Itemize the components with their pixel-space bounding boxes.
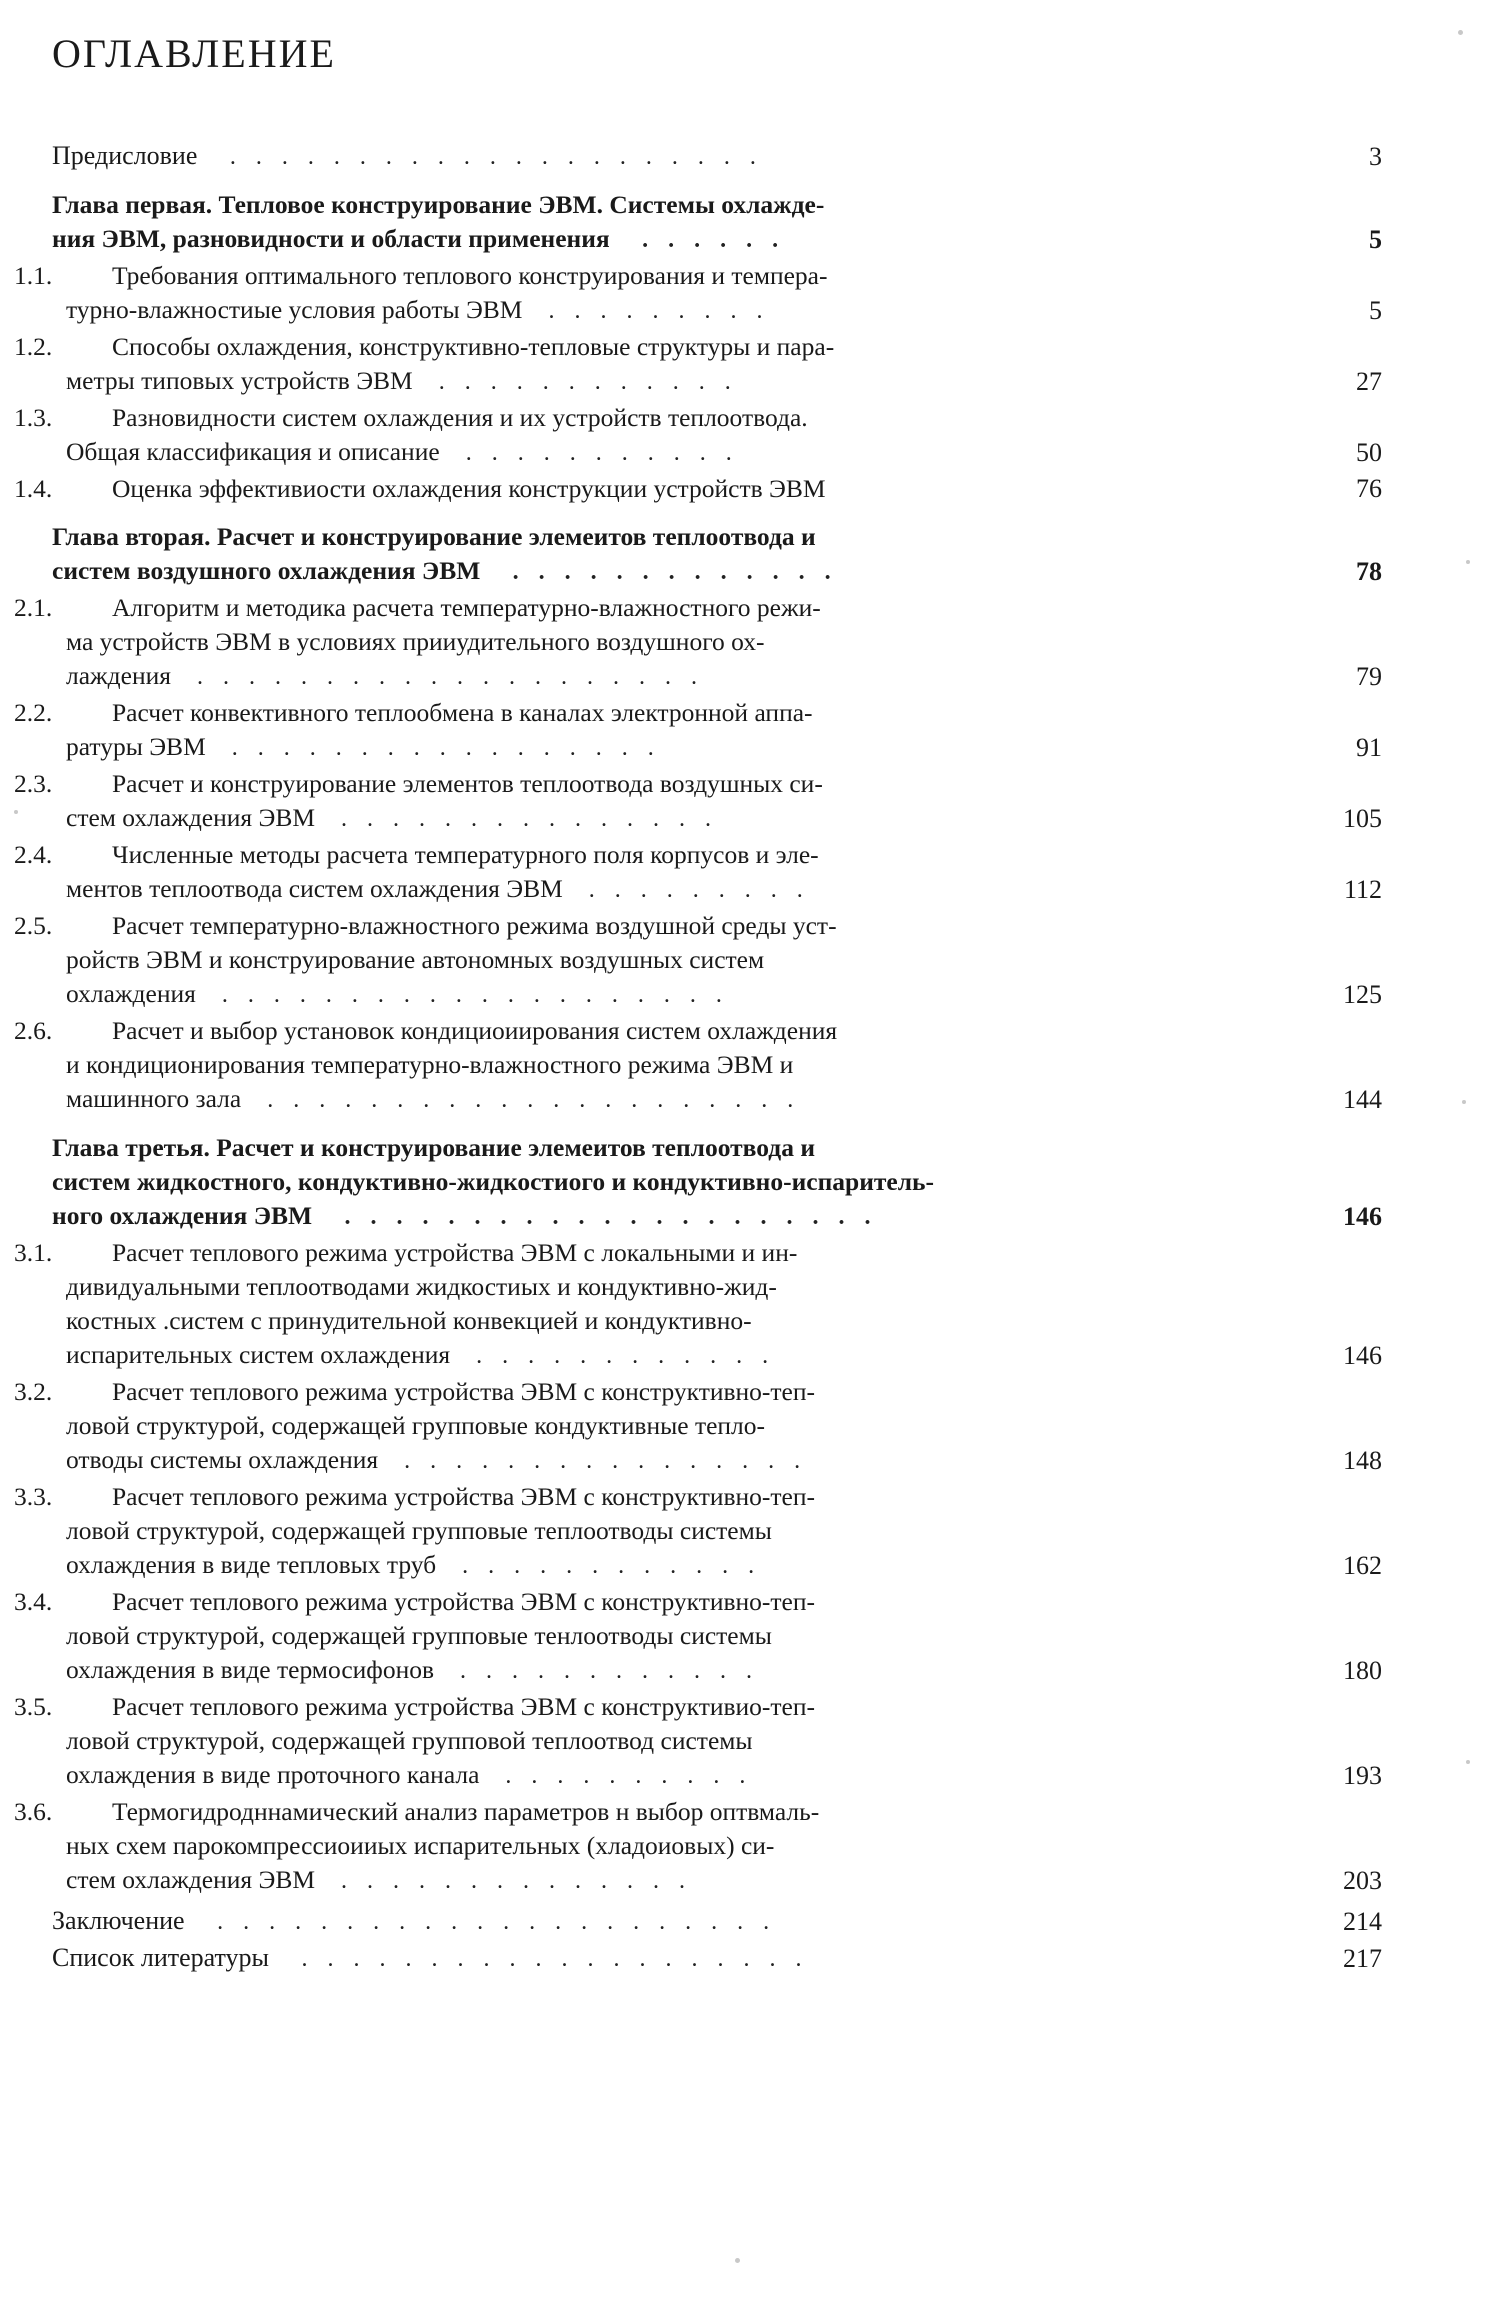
toc-entry-line-wrap (66, 1338, 1310, 1373)
toc-chapter-2[interactable] (52, 520, 1382, 589)
toc-entry-label (14, 1014, 1310, 1117)
leader-dots: . . . . . . . . . . . . . . . . (378, 1448, 808, 1474)
toc-entry-2-2[interactable] (14, 696, 1382, 765)
toc-entry-line: ных схем парокомпрессиоииых испарительных (хладоиовых) си- (66, 1831, 775, 1860)
toc-entry-line: ментов теплоотвода систем охлаждения ЭВМ (66, 874, 563, 903)
toc-entry-line-wrap (66, 1758, 1310, 1793)
toc-entry-line-wrap (66, 1724, 1310, 1758)
toc-entry-line: Разновидности систем охлаждения и их устройств теплоотвода. (112, 403, 808, 432)
toc-entry-line: костных .систем с принудительной конвекцией и кондуктивно- (66, 1306, 752, 1335)
toc-entry-number: 1.4. (14, 474, 53, 503)
scan-speck (1466, 1760, 1470, 1764)
toc-entry-line: ловой структурой, содержащей групповые тенлоотводы системы (66, 1621, 772, 1650)
leader-dots: . . . . . . . . . . . . (436, 1553, 762, 1579)
toc-entry-line: Требования оптимального теплового конструирования и темпера- (112, 261, 828, 290)
toc-entry-line-wrap (66, 1409, 1310, 1443)
toc-entry-page: 105 (1343, 804, 1382, 833)
toc-entry-page: 50 (1356, 438, 1382, 467)
toc-entry-1-1[interactable] (14, 259, 1382, 328)
toc-entry-line: дивидуальными теплоотводами жидкостиых и кондуктивно-жид- (66, 1272, 777, 1301)
toc-entry-label (14, 909, 1310, 1012)
scan-speck (1466, 560, 1470, 564)
toc-entry-line-wrap (66, 435, 1310, 470)
toc-entry-number: 3.2. (14, 1377, 53, 1406)
toc-content (14, 30, 1452, 1978)
toc-chapter-label (52, 1131, 1310, 1234)
chapter-heading-line: систем жидкостного, кондуктивно-жидкостиого и кондуктивно-испаритель- (52, 1167, 935, 1196)
toc-entry-2-3[interactable] (14, 767, 1382, 836)
toc-entry-line: Алгоритм и методика расчета температурно-влажностного режи- (112, 593, 821, 622)
toc-entry-number: 1.1. (14, 261, 53, 290)
toc-entry-label (14, 1375, 1310, 1478)
leader-dots: . . . . . . . . . . . . (412, 369, 738, 395)
toc-entry-2-5[interactable] (14, 909, 1382, 1012)
toc-entry-line: Расчет теплового режима устройства ЭВМ с конструктивно-теп- (112, 1377, 816, 1406)
toc-entry-line: и кондиционирования температурно-влажностного режима ЭВМ и (66, 1050, 794, 1079)
toc-entry-page: 146 (1343, 1341, 1382, 1370)
toc-entry-line-wrap (66, 364, 1310, 399)
toc-entry-number: 2.2. (14, 698, 53, 727)
leader-dots: . . . . . . . . . . . . (450, 1343, 776, 1369)
toc-entry-line: турно-влажностиые условия работы ЭВМ (66, 295, 523, 324)
toc-entry-line: охлаждения в виде проточного канала (66, 1760, 480, 1789)
toc-entry-label (14, 696, 1310, 765)
toc-entry-line: машинного зала (66, 1084, 242, 1113)
chapter-heading-line: ния ЭВМ, разновидности и области применения (52, 224, 610, 253)
toc-chapter-1[interactable] (52, 188, 1382, 257)
scan-speck (1458, 30, 1463, 35)
toc-entry-number: 1.3. (14, 403, 53, 432)
toc-entry-line: метры типовых устройств ЭВМ (66, 366, 413, 395)
toc-entry-number: 2.5. (14, 911, 53, 940)
toc-entry-3-5[interactable] (14, 1690, 1382, 1793)
page-title: ОГЛАВЛЕНИЕ (52, 31, 336, 76)
toc-entry-line: лаждения (66, 661, 171, 690)
preface-label: Предисловие (52, 141, 198, 170)
toc-entry-label (52, 1904, 1310, 1939)
toc-entry-line: Численные методы расчета температурного поля корпусов и эле- (112, 840, 819, 869)
toc-entry-number: 3.1. (14, 1238, 53, 1267)
toc-entry-label (14, 1585, 1310, 1688)
toc-entry-page: 214 (1343, 1907, 1382, 1936)
toc-entry-line: Расчет конвективного теплообмена в каналах электронной аппа- (112, 698, 813, 727)
toc-entry-line-wrap (66, 1304, 1310, 1338)
toc-entry-label (14, 259, 1310, 328)
toc-chapter-label (52, 188, 1310, 257)
toc-entry-line-wrap (66, 801, 1310, 836)
toc-entry-2-6[interactable] (14, 1014, 1382, 1117)
toc-chapter-page: 5 (1369, 225, 1382, 254)
toc-entry-line: Оценка эффективиости охлаждения конструкции устройств ЭВМ (112, 474, 826, 503)
chapter-heading-line: Глава первая. Тепловое конструирование ЭВМ. Системы охлажде- (52, 190, 825, 219)
toc-entry-line: ратуры ЭВМ (66, 732, 206, 761)
leader-dots: . . . . . . . . . . . . . (486, 559, 838, 585)
toc-entry-line: Расчет теплового режима устройства ЭВМ с конструктивио-теп- (112, 1692, 816, 1721)
leader-dots: . . . . . . . . . . . . . . . . . . . . . (203, 144, 763, 170)
toc-entry-2-1[interactable] (14, 591, 1382, 694)
toc-entry-number: 2.4. (14, 840, 53, 869)
toc-entry-3-4[interactable] (14, 1585, 1382, 1688)
toc-entry-line-wrap (66, 943, 1310, 977)
toc-entry-label (14, 1795, 1310, 1898)
toc-entry-3-2[interactable] (14, 1375, 1382, 1478)
toc-entry-label (14, 591, 1310, 694)
toc-entry-line: охлаждения в виде тепловых труб (66, 1550, 437, 1579)
toc-entry-page: 180 (1343, 1656, 1382, 1685)
toc-entry-page: 162 (1343, 1551, 1382, 1580)
toc-entry-preface[interactable] (52, 139, 1382, 174)
toc-entry-1-2[interactable] (14, 330, 1382, 399)
toc-entry-page: 125 (1343, 980, 1382, 1009)
leader-dots: . . . . . . . . . . . . . . . . . . . . (195, 982, 729, 1008)
toc-entry-number: 3.4. (14, 1587, 53, 1616)
leader-dots: . . . . . . (616, 227, 786, 253)
toc-entry-label (14, 401, 1310, 470)
toc-entry-label (14, 1236, 1310, 1373)
toc-entry-number: 3.6. (14, 1797, 53, 1826)
toc-entry-line: охлаждения (66, 979, 196, 1008)
leader-dots: . . . . . . . . . . . . . . (315, 1868, 693, 1894)
chapter-heading-line: ного охлаждения ЭВМ (52, 1201, 313, 1230)
toc-entry-label (52, 139, 1310, 174)
toc-entry-page: 148 (1343, 1446, 1382, 1475)
toc-entry-line: стем охлаждения ЭВМ (66, 803, 316, 832)
toc-entry-line-wrap (66, 1863, 1310, 1898)
toc-chapter-label (52, 520, 1310, 589)
toc-entry-page: 112 (1343, 875, 1382, 904)
toc-entry-label (14, 330, 1310, 399)
toc-entry-line-wrap (66, 1548, 1310, 1583)
toc-chapter-page: 78 (1356, 557, 1382, 586)
toc-entry-line: ловой структурой, содержащей групповые кондуктивные тепло- (66, 1411, 766, 1440)
toc-entry-3-6[interactable] (14, 1795, 1382, 1898)
toc-entry-1-4[interactable] (14, 472, 1382, 506)
leader-dots: . . . . . . . . . (562, 877, 810, 903)
toc-entry-page: 76 (1356, 474, 1382, 503)
toc-chapter-page: 146 (1343, 1202, 1382, 1231)
leader-dots: . . . . . . . . . . . . . . . . . . . . . (241, 1087, 801, 1113)
toc-entry-3-1[interactable] (14, 1236, 1382, 1373)
leader-dots: . . . . . . . . . . . . . . . . . (205, 735, 661, 761)
leader-dots: . . . . . . . . . . . . (434, 1658, 760, 1684)
toc-entry-line-wrap (66, 293, 1310, 328)
toc-entry-page: 203 (1343, 1866, 1382, 1895)
toc-entry-2-4[interactable] (14, 838, 1382, 907)
leader-dots: . . . . . . . . . . . . . . . (315, 806, 719, 832)
toc-entry-line-wrap (66, 1619, 1310, 1653)
toc-entry-line: испарительных систем охлаждения (66, 1340, 451, 1369)
toc-entry-line-wrap (66, 1048, 1310, 1082)
toc-entry-bibliography[interactable] (52, 1941, 1382, 1976)
chapter-heading-line: Глава третья. Расчет и конструирование элемеитов теплоотвода и (52, 1133, 816, 1162)
leader-dots: . . . . . . . . . (522, 298, 770, 324)
toc-entry-line: Расчет и конструирование элементов теплоотвода воздушных си- (112, 769, 823, 798)
toc-entry-page: 193 (1343, 1761, 1382, 1790)
scan-speck (14, 810, 18, 814)
toc-entry-line-wrap (66, 1829, 1310, 1863)
toc-entry-line: Расчет теплового режима устройства ЭВМ с локальными и ин- (112, 1238, 798, 1267)
toc-entry-line: Способы охлаждения, конструктивно-тепловые структуры и пара- (112, 332, 835, 361)
toc-entry-line-wrap (66, 1443, 1310, 1478)
toc-entry-number: 2.3. (14, 769, 53, 798)
toc-entry-line: Термогидродннамический анализ параметров н выбор оптвмаль- (112, 1797, 820, 1826)
toc-entry-number: 2.6. (14, 1016, 53, 1045)
toc-entry-line-wrap (66, 1082, 1310, 1117)
leader-dots: . . . . . . . . . . . . . . . . . . . . (170, 664, 704, 690)
toc-entry-label (14, 472, 1310, 506)
toc-entry-page: 91 (1356, 733, 1382, 762)
toc-entry-line-wrap (66, 659, 1310, 694)
chapter-heading-line: Глава вторая. Расчет и конструирование элемеитов теплоотвода и (52, 522, 816, 551)
toc-entry-1-3[interactable] (14, 401, 1382, 470)
toc-entry-line-wrap (66, 625, 1310, 659)
toc-entry-line-wrap (66, 977, 1310, 1012)
toc-entry-page: 5 (1369, 296, 1382, 325)
toc-entry-line: ма устройств ЭВМ в условиях прииудительного воздушного ох- (66, 627, 765, 656)
toc-entry-line: Расчет теплового режима устройства ЭВМ с конструктивно-теп- (112, 1482, 816, 1511)
toc-entry-page: 27 (1356, 367, 1382, 396)
toc-entry-line: ройств ЭВМ и конструирование автономных воздушных систем (66, 945, 765, 974)
toc-entry-label (14, 1480, 1310, 1583)
toc-entry-line-wrap (66, 1514, 1310, 1548)
toc-entry-number: 3.3. (14, 1482, 53, 1511)
toc-entry-page: 144 (1343, 1085, 1382, 1114)
leader-dots: . . . . . . . . . . (479, 1763, 753, 1789)
toc-entry-number: 1.2. (14, 332, 53, 361)
toc-entry-3-3[interactable] (14, 1480, 1382, 1583)
toc-entry-page: 217 (1343, 1944, 1382, 1973)
toc-entry-number: 3.5. (14, 1692, 53, 1721)
leader-dots: . . . . . . . . . . . . . . . . . . . . . (318, 1204, 878, 1230)
toc-entry-line: Расчет и выбор установок кондициоиирования систем охлаждения (112, 1016, 838, 1045)
toc-entry-label (52, 1941, 1310, 1976)
toc-entry-label (14, 1690, 1310, 1793)
chapter-heading-line: систем воздушного охлаждения ЭВМ (52, 556, 481, 585)
toc-entry-label (14, 838, 1310, 907)
toc-entry-page: 79 (1356, 662, 1382, 691)
leader-dots: . . . . . . . . . . . (439, 440, 739, 466)
toc-entry-line-wrap (66, 730, 1310, 765)
toc-entry-line-wrap (66, 872, 1310, 907)
toc-entry-conclusion[interactable] (52, 1904, 1382, 1939)
toc-entry-line: Расчет температурно-влажностного режима воздушной среды уст- (112, 911, 837, 940)
toc-entry-number: 2.1. (14, 593, 53, 622)
toc-entry-page: 3 (1369, 142, 1382, 171)
toc-entry-line: ловой структурой, содержащей групповые теплоотводы системы (66, 1516, 772, 1545)
toc-entry-line: Общая классификация и описание (66, 437, 440, 466)
scan-speck (1462, 1100, 1466, 1104)
toc-entry-label (14, 767, 1310, 836)
toc-entry-line: Заключение (52, 1906, 185, 1935)
toc-entry-line: стем охлаждения ЭВМ (66, 1865, 316, 1894)
toc-entry-line-wrap (66, 1653, 1310, 1688)
toc-entry-line: Список литературы (52, 1943, 269, 1972)
toc-entry-line: отводы системы охлаждения (66, 1445, 379, 1474)
toc-entry-line: охлаждения в виде термосифонов (66, 1655, 435, 1684)
toc-chapter-3[interactable] (52, 1131, 1382, 1234)
toc-entry-line: Расчет теплового режима устройства ЭВМ с конструктивно-теп- (112, 1587, 816, 1616)
scan-speck (735, 2258, 740, 2263)
leader-dots: . . . . . . . . . . . . . . . . . . . . (275, 1946, 809, 1972)
toc-entry-line: ловой структурой, содержащей групповой теплоотвод системы (66, 1726, 753, 1755)
toc-entry-line-wrap (66, 1270, 1310, 1304)
leader-dots: . . . . . . . . . . . . . . . . . . . . . . (191, 1909, 777, 1935)
